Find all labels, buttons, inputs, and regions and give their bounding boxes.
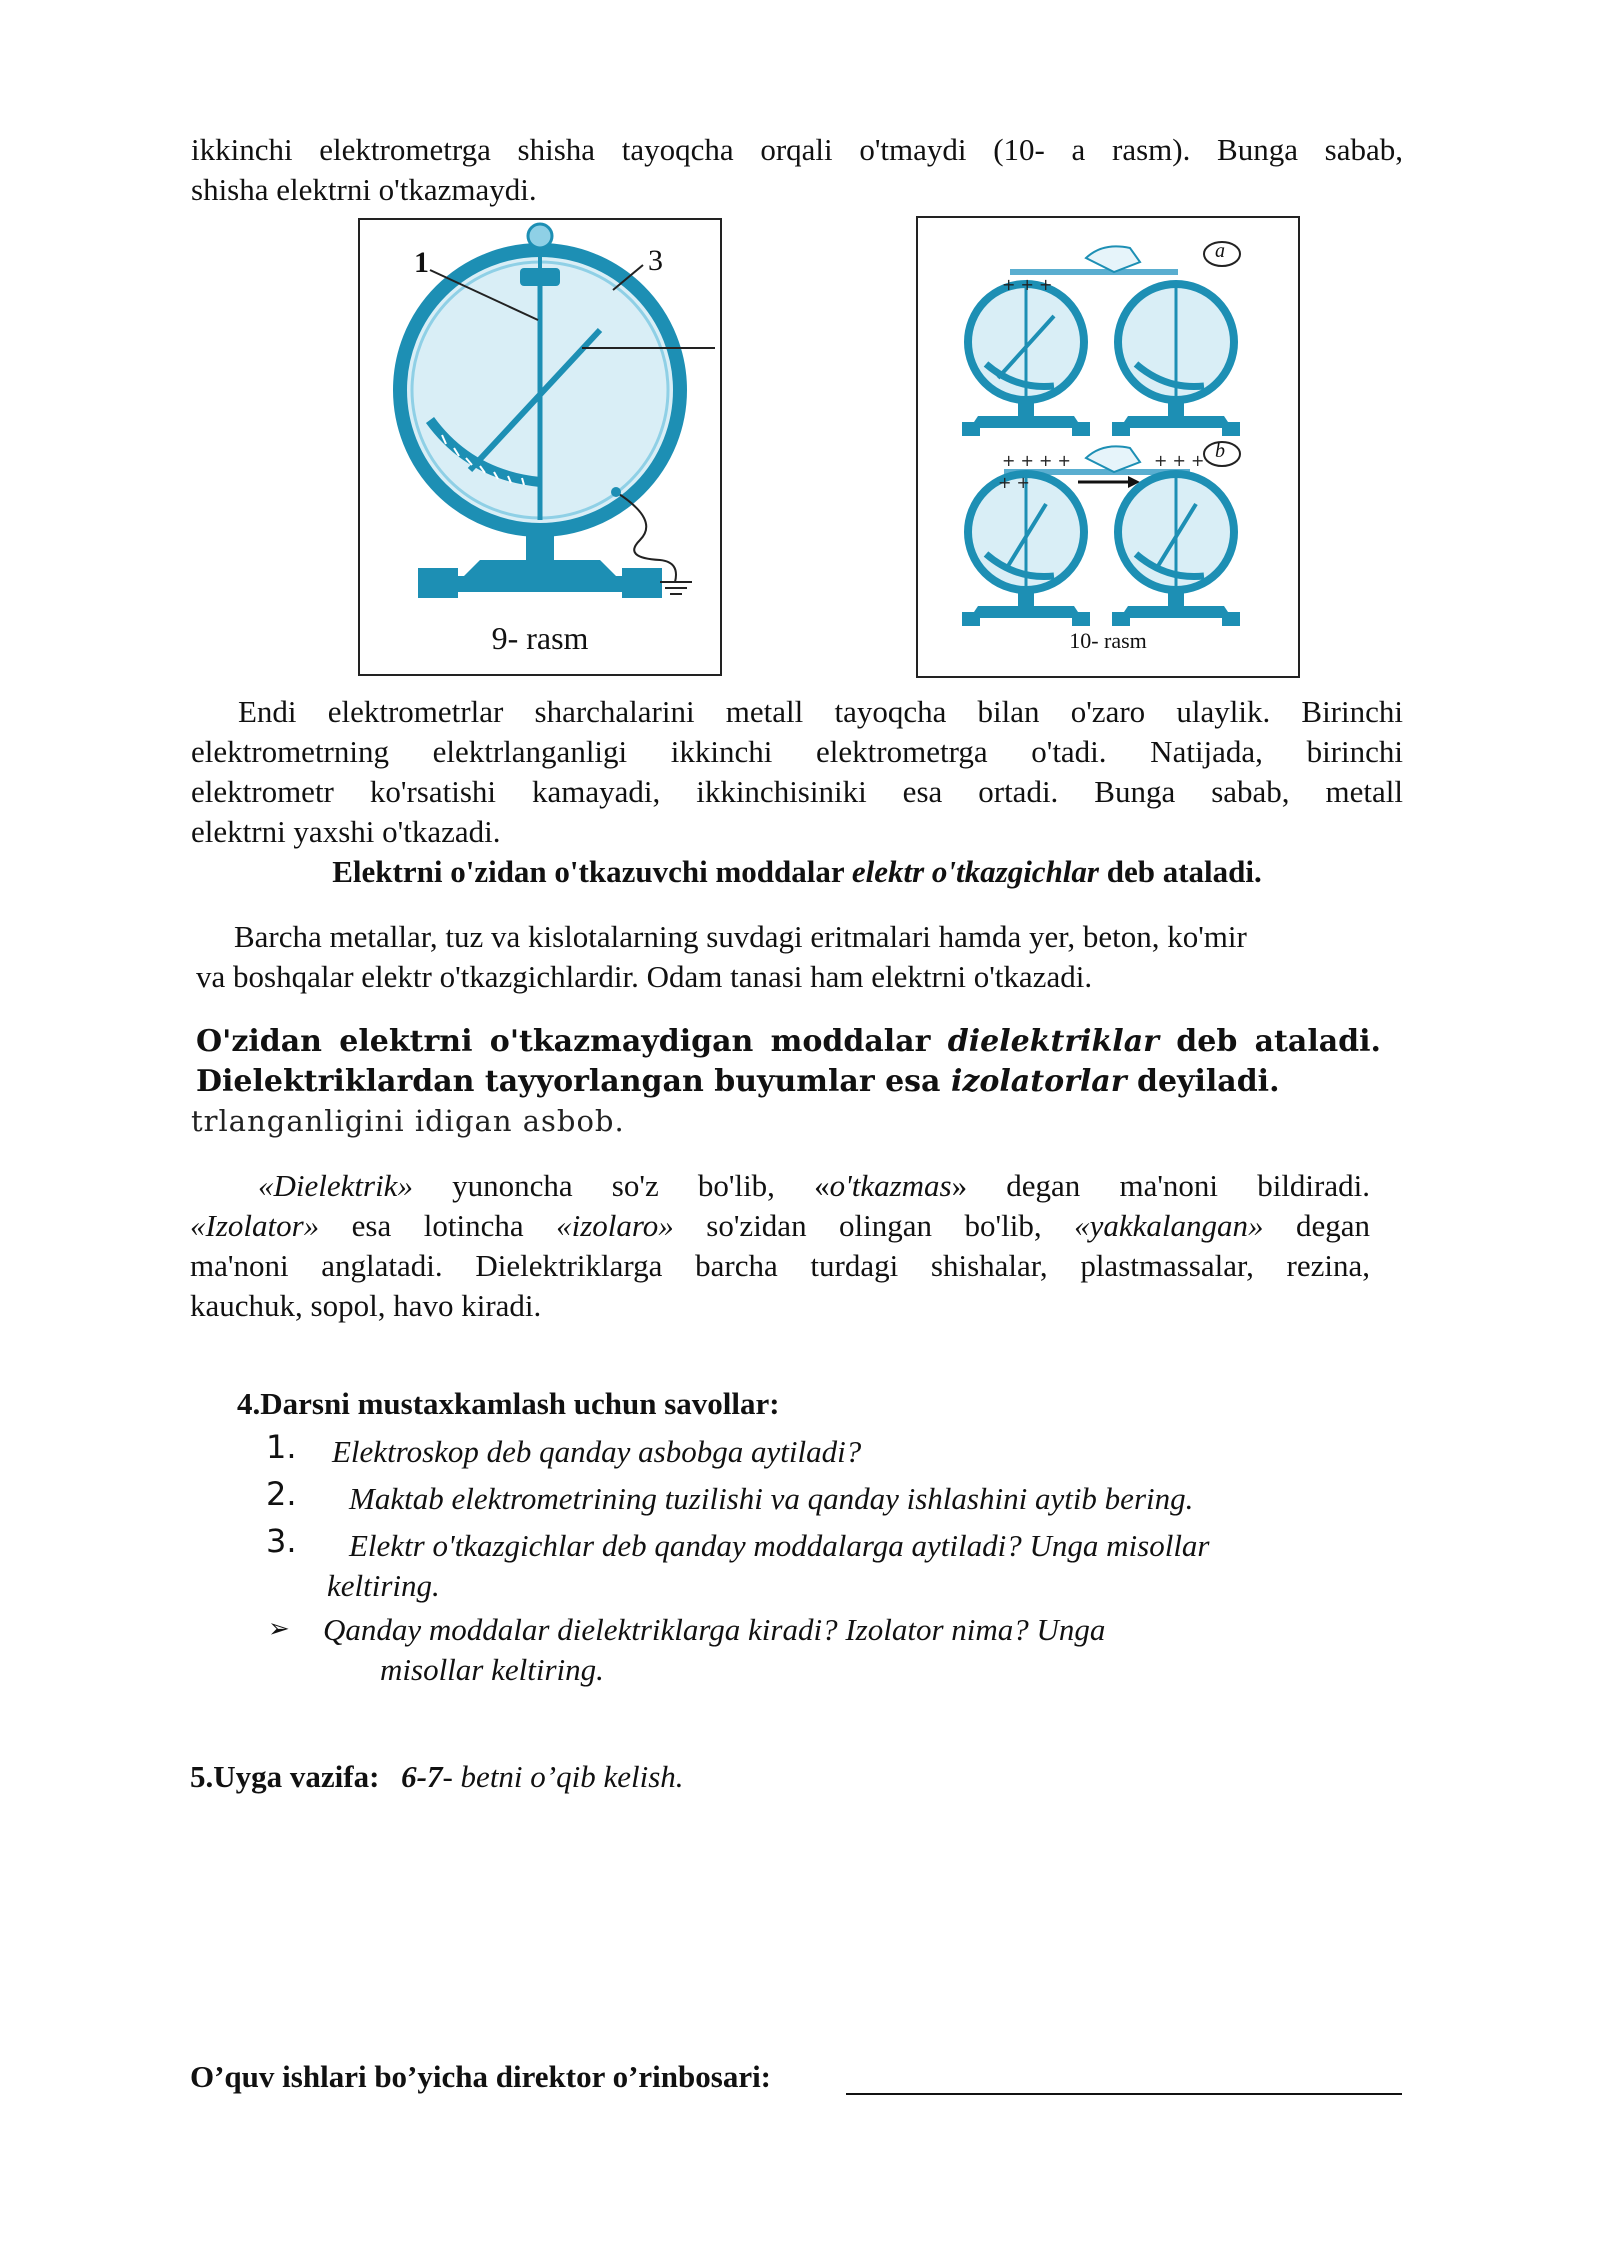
electrometer-illustration: [360, 220, 720, 674]
two-electrometers-illustration: [918, 218, 1298, 676]
intro-line-2: shisha elektrni o'tkazmaydi.: [191, 172, 537, 207]
metal-line-4: elektrni yaxshi o'tkazadi.: [191, 814, 501, 849]
figure-10-caption: 10- rasm: [1069, 628, 1147, 653]
etymology-text: » degan ma'noni bildiradi.: [951, 1168, 1370, 1203]
etymology-line-2: [190, 1206, 1370, 1246]
figure-9-caption: 9- rasm: [491, 620, 589, 656]
homework-pages: 6-7: [401, 1759, 443, 1794]
dielectric-definition-line-1: [196, 1022, 1381, 1062]
insulator-term: izolatorlar: [950, 1064, 1127, 1099]
arrow-bullet-icon: ➢: [268, 1614, 290, 1644]
conductor-term: elektr o'tkazgichlar: [851, 854, 1099, 889]
figure-10-label-a: a: [1215, 240, 1225, 262]
etymology-text: esa lotincha: [319, 1208, 557, 1243]
signature-label: O’quv ishlari bo’yicha direktor o’rinbosari:: [190, 2059, 772, 2094]
metal-line-2: elektrometrning elektrlanganligi ikkinchi elektrometrga o'tadi. Natijada, birinchi: [191, 734, 1403, 769]
question-3-number: 3.: [266, 1522, 297, 1560]
question-3-text: Elektr o'tkazgichlar deb qanday moddalarga aytiladi? Unga misollar: [349, 1528, 1210, 1563]
examples-paragraph: [196, 917, 1381, 997]
homework-label: 5.Uyga vazifa:: [190, 1759, 380, 1794]
etymology-text: so'zidan olingan bo'lib,: [673, 1208, 1075, 1243]
intro-line-1: ikkinchi elektrometrga shisha tayoqcha orqali o'tmaydi (10- a rasm). Bunga sabab,: [191, 132, 1403, 167]
dielectric-term: dielektriklar: [947, 1024, 1159, 1059]
etymology-line-3: ma'noni anglatadi. Dielektriklarga barcha turdagi shishalar, plastmassalar, rezina,: [190, 1248, 1370, 1283]
figure-9-label-3: 3: [648, 244, 663, 277]
insulator-text-2: deyiladi.: [1126, 1064, 1280, 1099]
metal-line-3: elektrometr ko'rsatishi kamayadi, ikkinchisiniki esa ortadi. Bunga sabab, metall: [191, 774, 1403, 809]
question-3-continuation: keltiring.: [327, 1568, 440, 1603]
dielectric-text-1: O'zidan elektrni o'tkazmaydigan moddalar: [196, 1024, 948, 1059]
etymology-line-4: kauchuk, sopol, havo kiradi.: [190, 1288, 542, 1323]
term-dielektrik: «Dielektrik»: [258, 1168, 413, 1203]
term-izolator: «Izolator»: [190, 1208, 320, 1243]
text-fragment: trlanganligini idigan asbob.: [191, 1104, 625, 1138]
dielectric-definition: [196, 1022, 1381, 1102]
term-izolaro: «izolaro»: [556, 1208, 674, 1243]
conductor-definition-text-2: deb ataladi.: [1098, 854, 1262, 889]
svg-text:+ + + +: + + + +: [1002, 451, 1071, 470]
question-1-number: 1.: [266, 1428, 297, 1466]
etymology-paragraph: [190, 1166, 1370, 1326]
term-yakkalangan: «yakkalangan»: [1074, 1208, 1264, 1243]
questions-heading: 4.Darsni mustaxkamlash uchun savollar:: [237, 1386, 780, 1421]
etymology-line-1: [190, 1166, 1370, 1206]
homework-text: - betni o’qib kelish.: [442, 1759, 684, 1794]
question-4-text: Qanday moddalar dielektriklarga kiradi? Izolator nima? Unga: [323, 1612, 1106, 1647]
figure-9-electrometer: [358, 218, 722, 676]
question-2-number: 2.: [266, 1475, 297, 1513]
figure-10-label-b: b: [1215, 440, 1225, 462]
metal-paragraph: [191, 692, 1403, 852]
question-4-continuation: misollar keltiring.: [380, 1652, 604, 1687]
conductor-definition: [191, 852, 1403, 892]
question-2-text: Maktab elektrometrining tuzilishi va qanday ishlashini aytib bering.: [349, 1481, 1194, 1516]
dielectric-text-2: deb ataladi.: [1158, 1024, 1381, 1059]
examples-line-2: va boshqalar elektr o'tkazgichlardir. Odam tanasi ham elektrni o'tkazadi.: [196, 959, 1093, 994]
svg-text:+ +: + +: [998, 473, 1030, 492]
svg-text:+ + +: + + +: [1154, 451, 1205, 470]
conductor-definition-text-1: Elektrni o'zidan o'tkazuvchi moddalar: [332, 854, 852, 889]
svg-text:+ + +: + + +: [1002, 275, 1053, 294]
homework: [190, 1757, 684, 1797]
metal-line-1: Endi elektrometrlar sharchalarini metall tayoqcha bilan o'zaro ulaylik. Birinchi: [238, 694, 1403, 729]
insulator-text-1: Dielektriklardan tayyorlangan buyumlar esa: [196, 1064, 951, 1099]
figure-9-label-1: 1: [414, 246, 429, 279]
etymology-text: degan: [1263, 1208, 1370, 1243]
examples-line-1: Barcha metallar, tuz va kislotalarning suvdagi eritmalari hamda yer, beton, ko'mir: [234, 919, 1247, 954]
intro-paragraph: [191, 130, 1403, 210]
dielectric-definition-line-2: [196, 1062, 1381, 1102]
question-1-text: Elektroskop deb qanday asbobga aytiladi?: [332, 1434, 862, 1469]
signature-line: [846, 2093, 1402, 2095]
term-otkazmas: o'tkazmas: [829, 1168, 952, 1203]
etymology-text: yunoncha so'z bo'lib, «: [412, 1168, 830, 1203]
figure-10-electrometers: [916, 216, 1300, 678]
